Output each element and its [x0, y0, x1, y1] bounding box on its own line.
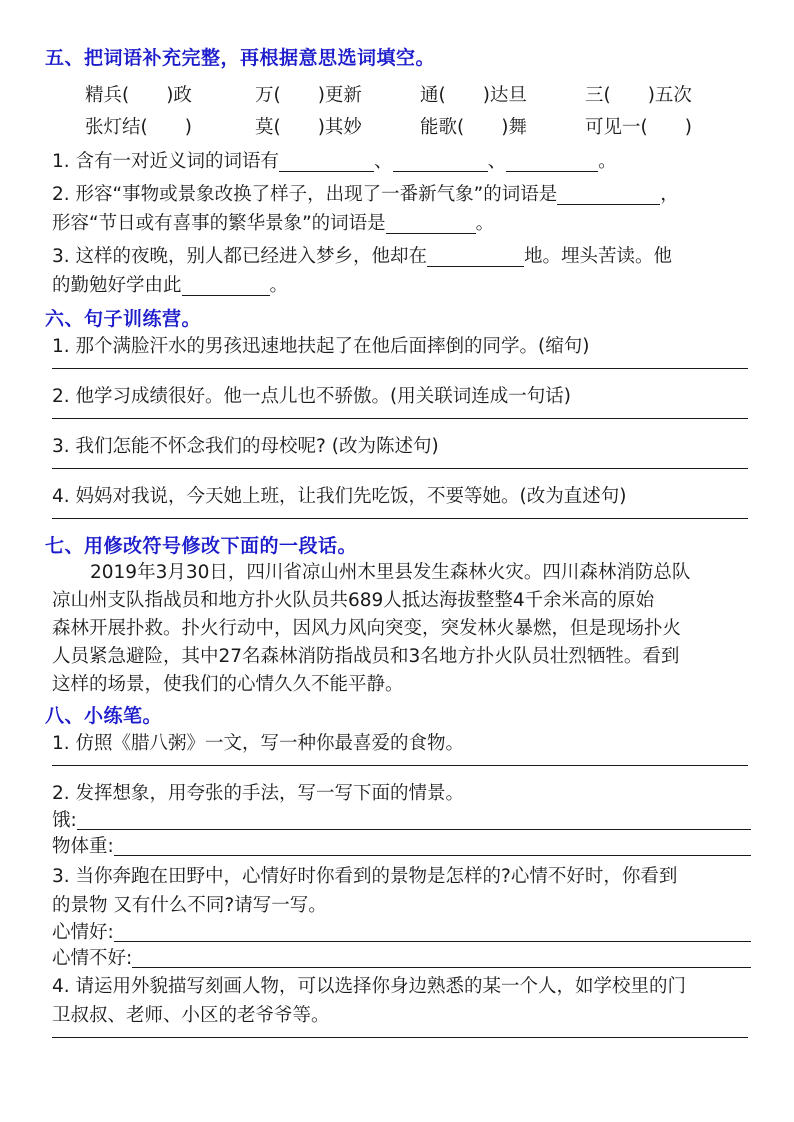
fill-label: 物体重:	[52, 836, 114, 857]
correction-paragraph	[52, 559, 751, 699]
paragraph-line: 人员紧急避险，其中27名森林消防指战员和3名地方扑火队员壮烈牺牲。看到	[52, 646, 680, 667]
answer-line	[52, 368, 748, 369]
fill-in-blank	[506, 154, 598, 172]
fill-in-blank	[386, 216, 476, 234]
fill-label: 心情不好:	[52, 948, 133, 969]
word-completion-grid	[85, 81, 751, 143]
paragraph-line: 这样的场景，使我们的心情久久不能平静。	[52, 674, 404, 695]
section-5-title: 五、把词语补充完整，再根据意思选词填空。	[45, 47, 436, 69]
answer-line	[132, 967, 751, 968]
fill-in-blank	[427, 249, 524, 267]
answer-line	[77, 829, 751, 830]
text-run: ，	[660, 184, 679, 205]
fill-in-blank	[557, 187, 660, 205]
fill-line-bad-mood	[52, 946, 751, 972]
paragraph-line: 森林开展扑救。扑火行动中，因风力风向突变，突发林火暴燃，但是现场扑火	[52, 618, 682, 639]
text-run: 。	[269, 275, 289, 296]
fill-line-hungry	[52, 808, 751, 834]
answer-line	[114, 941, 751, 942]
fill-label: 饿:	[52, 810, 77, 831]
question-line	[52, 271, 751, 300]
question-line: 3. 当你奔跑在田野中，心情好时你看到的景物是怎样的?心情不好时，你看到	[52, 866, 678, 887]
answer-line	[52, 1037, 748, 1038]
fill-line-heavy	[52, 834, 751, 860]
word-item: 精兵( )政	[85, 85, 192, 106]
question-s5-2	[45, 180, 751, 238]
word-item: 能歌( )舞	[420, 117, 527, 138]
question-s6-4: 4. 妈妈对我说，今天她上班，让我们先吃饭，不要等她。(改为直述句)	[52, 486, 627, 507]
answer-line	[52, 518, 748, 519]
paragraph-line: 凉山州支队指战员和地方扑火队员共689人抵达海拔整整4千余米高的原始	[52, 590, 655, 611]
question-line	[52, 242, 751, 271]
question-line	[52, 147, 751, 176]
question-s6-3: 3. 我们怎能不怀念我们的母校呢? (改为陈述句)	[52, 436, 439, 457]
fill-in-blank	[182, 278, 270, 296]
word-item: 三( )五次	[585, 85, 692, 106]
fill-line-good-mood	[52, 920, 751, 946]
paragraph-line: 2019年3月30日，四川省凉山州木里县发生森林火灾。四川森林消防总队	[90, 562, 691, 583]
question-s8-1: 1. 仿照《腊八粥》一文，写一种你最喜爱的食物。	[52, 733, 465, 754]
text-run: 形容“节日或有喜事的繁华景象”的词语是	[52, 213, 386, 234]
text-run: 。	[598, 151, 617, 172]
worksheet-content	[45, 45, 751, 1051]
text-run: 、	[487, 151, 507, 172]
fill-in-blank	[279, 154, 374, 172]
word-item: 可见一( )	[585, 117, 692, 138]
section-7-title: 七、用修改符号修改下面的一段话。	[45, 535, 358, 557]
word-item: 万( )更新	[255, 85, 362, 106]
question-s5-3	[45, 242, 751, 300]
question-line	[52, 180, 751, 209]
text-run: 地。埋头苦读。他	[524, 246, 673, 267]
question-s6-1: 1. 那个满脸汗水的男孩迅速地扶起了在他后面摔倒的同学。(缩句)	[52, 336, 590, 357]
section-8-title: 八、小练笔。	[45, 705, 163, 727]
answer-line	[52, 418, 748, 419]
text-run: 的勤勉好学由此	[52, 275, 182, 296]
fill-in-blank	[393, 154, 488, 172]
question-line: 4. 请运用外貌描写刻画人物，可以选择你身边熟悉的某一个人，如学校里的门	[52, 976, 687, 997]
question-line: 卫叔叔、老师、小区的老爷爷等。	[52, 1005, 330, 1026]
answer-line	[52, 468, 748, 469]
word-item: 张灯结( )	[85, 117, 192, 138]
word-item: 莫( )其妙	[255, 117, 362, 138]
fill-label: 心情好:	[52, 922, 114, 943]
answer-line	[52, 765, 748, 766]
text-run: 3. 这样的夜晚，别人都已经进入梦乡，他却在	[52, 246, 428, 267]
text-run: 。	[475, 213, 495, 234]
text-run: 2. 形容“事物或景象改换了样子，出现了一番新气象”的词语是	[52, 184, 558, 205]
question-s8-2: 2. 发挥想象，用夸张的手法，写一写下面的情景。	[52, 783, 465, 804]
question-s6-2: 2. 他学习成绩很好。他一点儿也不骄傲。(用关联词连成一句话)	[52, 386, 571, 407]
question-line: 的景物 又有什么不同?请写一写。	[52, 895, 327, 916]
section-6-title: 六、句子训练营。	[45, 308, 202, 330]
text-run: 1. 含有一对近义词的词语有	[52, 151, 280, 172]
answer-line	[114, 855, 751, 856]
word-item: 通( )达旦	[420, 85, 527, 106]
question-s8-4	[45, 972, 751, 1030]
question-s8-3	[45, 862, 751, 920]
question-line	[52, 209, 751, 238]
question-s5-1	[45, 147, 751, 176]
text-run: 、	[374, 151, 393, 172]
